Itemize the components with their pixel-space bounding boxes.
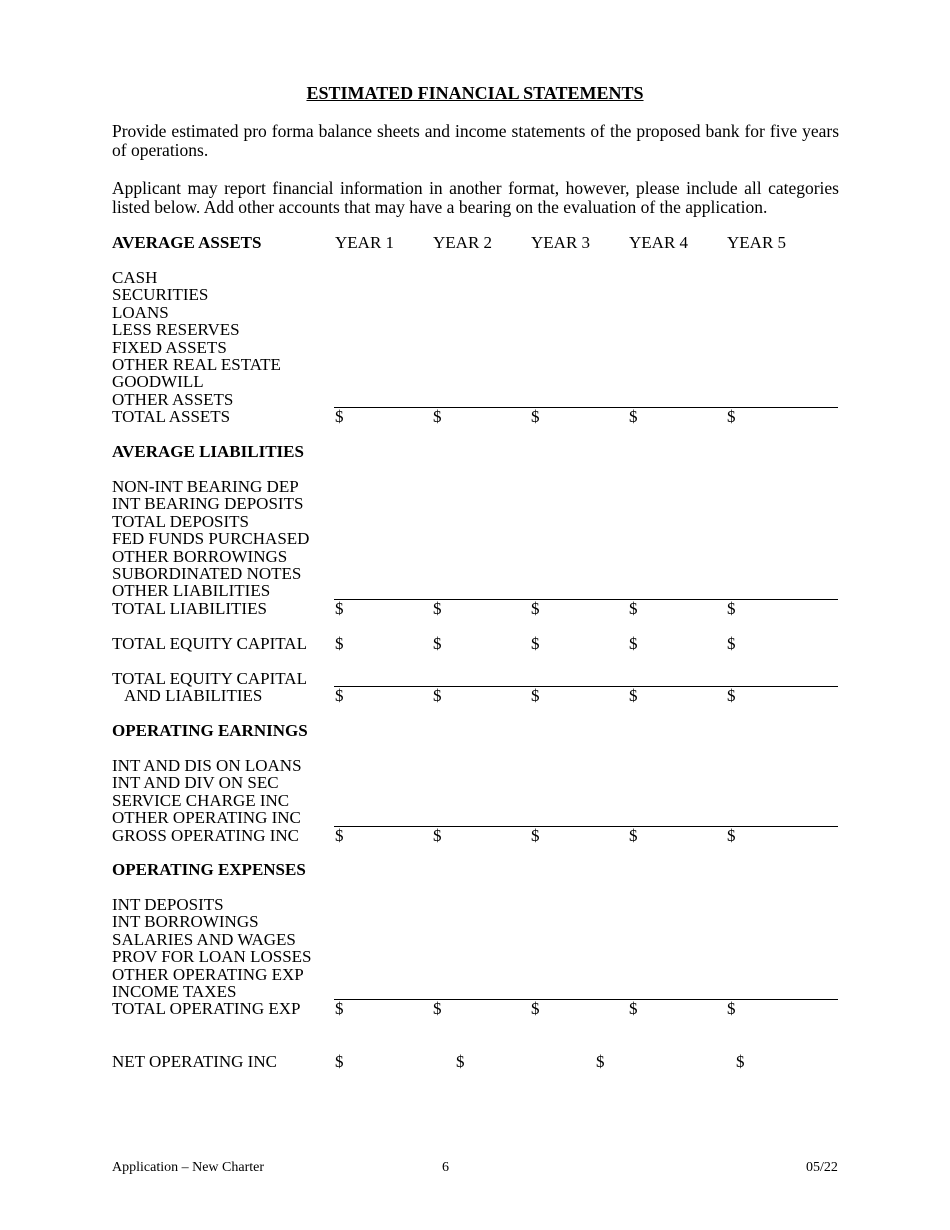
asset-item: OTHER REAL ESTATE xyxy=(112,355,281,374)
net-operating-income-year-4-value: $ xyxy=(736,1052,745,1071)
year-3-header: YEAR 3 xyxy=(531,233,591,252)
total-liabilities-year-3-value: $ xyxy=(531,598,540,618)
earning-item: SERVICE CHARGE INC xyxy=(112,790,290,810)
total-equity-year-3-value: $ xyxy=(531,634,540,653)
liability-item: OTHER BORROWINGS xyxy=(112,546,288,566)
earning-item: INT AND DIV ON SEC xyxy=(112,773,279,793)
intro-paragraph-2: Applicant may report financial information in another format, however, please include all categories listed below. Add other accounts that may have a bearing on the evaluation of the application. xyxy=(112,178,839,217)
expense-item: INT DEPOSITS xyxy=(112,895,224,914)
total-operating-expense-label: TOTAL OPERATING EXP xyxy=(112,999,301,1019)
earnings-header: OPERATING EARNINGS xyxy=(112,721,308,740)
liabilities-total-rule xyxy=(334,599,838,600)
page-number: 6 xyxy=(442,1160,449,1175)
total-assets-year-4-value: $ xyxy=(629,407,638,427)
year-2-header: YEAR 2 xyxy=(433,233,493,252)
total-assets-label: TOTAL ASSETS xyxy=(112,407,231,427)
total-liabilities-label: TOTAL LIABILITIES xyxy=(112,598,267,618)
asset-item: LOANS xyxy=(112,302,169,322)
liability-item: NON-INT BEARING DEP xyxy=(112,477,299,496)
total-operating-expense-year-5-value: $ xyxy=(727,999,736,1019)
year-1-header: YEAR 1 xyxy=(335,233,395,252)
liability-item: INT BEARING DEPOSITS xyxy=(112,494,304,514)
expense-item: PROV FOR LOAN LOSSES xyxy=(112,947,312,967)
total-assets-year-1-value: $ xyxy=(335,407,344,427)
liability-item: SUBORDINATED NOTES xyxy=(112,564,302,583)
asset-item: LESS RESERVES xyxy=(112,320,240,340)
expenses-total-rule xyxy=(334,999,838,1000)
total-liabilities-year-5-value: $ xyxy=(727,598,736,618)
footer-right: 05/22 xyxy=(806,1160,838,1175)
earnings-total-rule xyxy=(334,826,838,827)
total-liabilities-year-1-value: $ xyxy=(335,598,344,618)
asset-item: CASH xyxy=(112,268,158,287)
total-equity-year-2-value: $ xyxy=(433,634,442,653)
year-4-header: YEAR 4 xyxy=(629,233,689,252)
gross-operating-income-year-2-value: $ xyxy=(433,825,442,845)
assets-total-rule xyxy=(334,407,838,408)
total-operating-expense-year-3-value: $ xyxy=(531,999,540,1019)
asset-item: OTHER ASSETS xyxy=(112,389,234,409)
year-5-header: YEAR 5 xyxy=(727,233,787,252)
total-equity-liabilities-year-5-value: $ xyxy=(727,686,736,705)
equity-liabilities-rule xyxy=(334,686,838,687)
net-operating-income-year-2-value: $ xyxy=(456,1052,465,1071)
total-equity-liabilities-year-3-value: $ xyxy=(531,686,540,705)
net-operating-income-year-3-value: $ xyxy=(596,1052,605,1071)
total-assets-year-5-value: $ xyxy=(727,407,736,427)
gross-operating-income-year-5-value: $ xyxy=(727,825,736,845)
total-equity-liabilities-year-2-value: $ xyxy=(433,686,442,705)
total-equity-liabilities-year-4-value: $ xyxy=(629,686,638,705)
total-operating-expense-year-2-value: $ xyxy=(433,999,442,1019)
total-equity-liabilities-year-1-value: $ xyxy=(335,686,344,705)
total-equity-year-4-value: $ xyxy=(629,634,638,653)
net-operating-income-label: NET OPERATING INC xyxy=(112,1052,277,1071)
total-assets-year-2-value: $ xyxy=(433,407,442,427)
total-equity-liabilities-label-line1: TOTAL EQUITY CAPITAL xyxy=(112,669,307,688)
liability-item: TOTAL DEPOSITS xyxy=(112,511,250,531)
expense-item: INT BORROWINGS xyxy=(112,912,259,932)
asset-item: GOODWILL xyxy=(112,372,204,392)
expenses-header: OPERATING EXPENSES xyxy=(112,860,306,879)
intro-paragraph-1: Provide estimated pro forma balance sheets and income statements of the proposed bank for five years of operations. xyxy=(112,121,839,160)
total-operating-expense-year-1-value: $ xyxy=(335,999,344,1019)
liability-item: FED FUNDS PURCHASED xyxy=(112,529,310,549)
total-operating-expense-year-4-value: $ xyxy=(629,999,638,1019)
total-equity-year-1-value: $ xyxy=(335,634,344,653)
gross-operating-income-year-4-value: $ xyxy=(629,825,638,845)
total-equity-label: TOTAL EQUITY CAPITAL xyxy=(112,634,307,653)
expense-item: SALARIES AND WAGES xyxy=(112,929,296,949)
page-title: ESTIMATED FINANCIAL STATEMENTS xyxy=(306,83,644,103)
total-assets-year-3-value: $ xyxy=(531,407,540,427)
liabilities-header: AVERAGE LIABILITIES xyxy=(112,442,304,461)
gross-operating-income-year-3-value: $ xyxy=(531,825,540,845)
net-operating-income-year-1-value: $ xyxy=(335,1052,344,1071)
total-liabilities-year-4-value: $ xyxy=(629,598,638,618)
earning-item: INT AND DIS ON LOANS xyxy=(112,756,302,775)
asset-item: SECURITIES xyxy=(112,285,209,305)
liability-item: OTHER LIABILITIES xyxy=(112,581,271,601)
gross-operating-income-year-1-value: $ xyxy=(335,825,344,845)
expense-item: INCOME TAXES xyxy=(112,982,237,1001)
asset-item: FIXED ASSETS xyxy=(112,337,227,357)
expense-item: OTHER OPERATING EXP xyxy=(112,964,304,984)
earning-item: OTHER OPERATING INC xyxy=(112,808,301,828)
gross-operating-income-label: GROSS OPERATING INC xyxy=(112,825,300,845)
footer-left: Application – New Charter xyxy=(112,1160,265,1175)
total-equity-year-5-value: $ xyxy=(727,634,736,653)
total-liabilities-year-2-value: $ xyxy=(433,598,442,618)
total-equity-liabilities-label-line2: AND LIABILITIES xyxy=(124,686,263,705)
assets-header: AVERAGE ASSETS xyxy=(112,233,262,252)
